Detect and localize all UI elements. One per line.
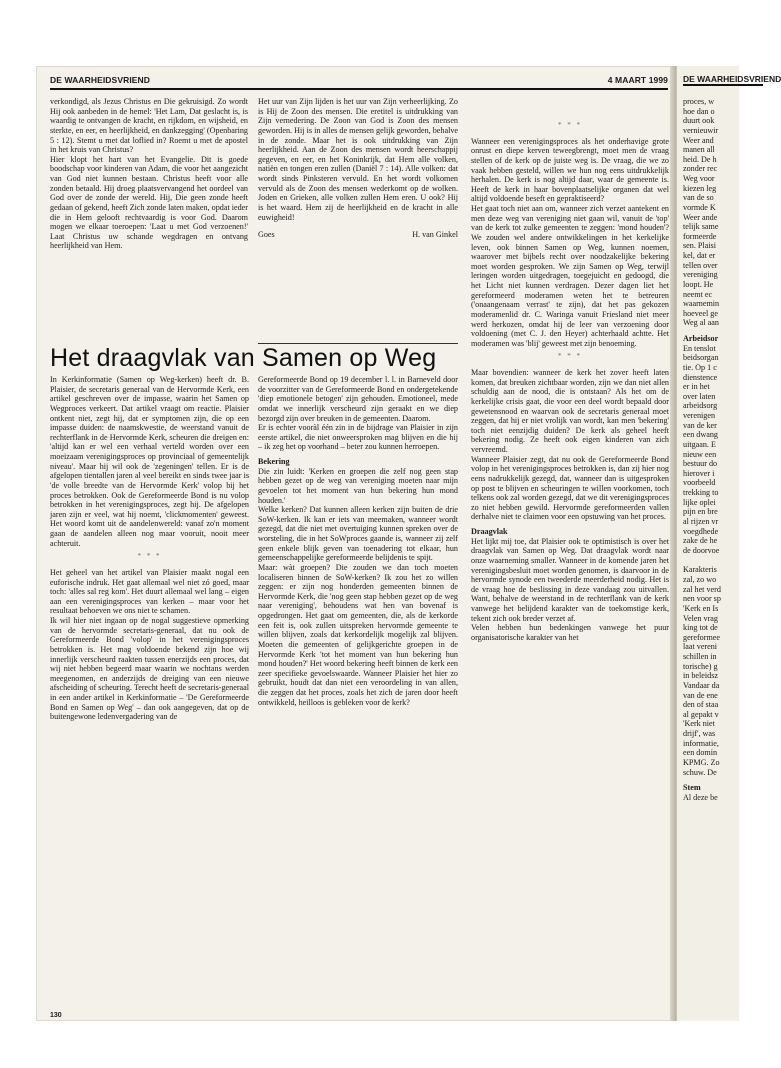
next-page-line: duurt ook xyxy=(683,116,715,126)
signature-name: H. van Ginkel xyxy=(412,230,458,240)
next-page-line: kel, dat er xyxy=(683,251,716,260)
next-page-line: Karakteris xyxy=(683,565,717,575)
next-page-lines-b xyxy=(683,344,753,556)
next-page-line: vormde K xyxy=(683,202,716,212)
next-page-line: loopt. He xyxy=(683,279,714,289)
next-page-line: al rijzen vr xyxy=(683,516,719,526)
next-page-line: zonder rec xyxy=(683,164,718,174)
section-separator-stars: * * * xyxy=(558,121,582,129)
upper-article-column-1 xyxy=(50,97,248,251)
next-page-line: hierover i xyxy=(683,468,715,478)
section-separator-stars: * * * xyxy=(137,552,162,561)
next-page-line: lijke oplei xyxy=(683,497,716,507)
next-page-line: zake de he xyxy=(683,536,718,546)
next-page-line: de doorvoe xyxy=(683,545,720,555)
next-page-line: den of staa xyxy=(683,700,719,710)
page-header xyxy=(50,74,668,90)
next-page-line: dienstence xyxy=(683,372,718,382)
next-page-line: een dwang xyxy=(683,430,718,440)
next-page-line: bestuur do xyxy=(683,459,718,469)
next-page-line: informatie, xyxy=(683,738,719,748)
next-page-line: uitgaan. E xyxy=(683,439,716,449)
next-page-line: drijf', was xyxy=(683,729,716,738)
next-page-line: van de so xyxy=(683,193,714,203)
paragraph: Wanneer Plaisier zegt, dat nu ook de Gereformeerde Bond volop in het verenigingsproces betrokken is, dan zij hier nog eens nadrukkelijk gezegd, dat, wanneer dan is uitgesproken op post te blijven en scheuringen te willen voorkomen, toch telkens ook zal worden gezegd, dat we dit verenigingsproces zo niet hebben gewild. Hervormde gereformeerden vallen derhalve niet te claimen voor een opstuwing van het proces. xyxy=(471,454,669,522)
paragraph: Het uur van Zijn lijden is het uur van Zijn verheerlijking. Zo is Hij de Zoon des mensen. Die eretitel is uitdrukking van Zijn vernedering. De Zoon van God is Zoon des mensen geworden. Hij is in alles de mensen gelijk geworden, behalve in de zonde. Maar het is ook uitdrukking van Zijn heerlijkheid. Aan de Zoon des mensen wordt heerschappij gegeven, en eer, en het Koninkrijk, dat Hem alle volken, natiën en tongen eren zullen (Daniël 7 : 14). Alle volken: dat wordt sinds Pinksteren vervuld. En het wordt volkomen vervuld als de Zoon des mensen wederkomt op de wolken. Joden en Grieken, alle volken zullen Hem eren. U ook? Hij is het waard. Hem zij de heerlijkheid en de kracht in alle euwigheid! xyxy=(258,97,458,222)
upper-article-column-2 xyxy=(258,97,458,240)
next-page-line: beidsorgan xyxy=(683,353,719,363)
paragraph: Wanneer een verenigingsproces als het onderhavige grote onrust en diepe kerven teweegbrengt, moet men de vraag stellen of de kerk op de juiste weg is. De vraag, die we zo vaak hebben gesteld, willen we hun nog eens uitdrukkelijk herhalen. De kerk is nog altijd daar, waar de gemeente is. Heeft de kerk in haar bovenplaatselijke organen dat wel altijd voldoende beseft en gepraktiseerd? xyxy=(471,136,669,204)
section-separator-stars: * * * xyxy=(558,352,582,361)
next-page-line: in beleidsz xyxy=(683,671,718,681)
next-page-line: voegdhede xyxy=(683,526,719,536)
next-page-line: over laten xyxy=(683,391,716,401)
next-page-line: nieuw een xyxy=(683,449,717,459)
next-page-line: king tot de xyxy=(683,623,718,633)
next-page-line: verenigen xyxy=(683,411,716,420)
next-page-line: tellen over xyxy=(683,260,718,270)
next-page-line: pijn en bre xyxy=(683,507,718,517)
paragraph: Maar: wàt groepen? Die zouden we dan toch moeten localiseren binnen de SoW-kerken? Ik zou het zo willen zeggen: er zijn nog honderden gemeenten binnen de Hervormde Kerk, die 'nog geen stap hebben gezet op de weg naar vereniging', behoudens wat hen van bovenaf is opgedrongen. Het gaat om gemeenten, die, als de kerkorde een feit is, ook zullen uitspreken hervormde gemeente te willen blijven, zoals dat kerkordelijk mogelijk zal blijven. Moeten die gemeenten of gelijkgerichte groepen in de Hervormde Kerk 'tot het moment van hun bekering hun mond houden?' Het woord bekering heeft binnen de kerk een zeer specifieke gevoelswaarde. Wanneer Plaisier het hier zo gebruikt, houdt dat dan niet een veroordeling in van allen, die zeggen dat het proces, zoals het zich de jaren door heeft ontwikkeld, heilloos is gebleken voor de kerk? xyxy=(258,562,458,707)
next-page-lines-c xyxy=(683,565,753,777)
next-page-subheading-2: Stem xyxy=(683,783,701,793)
next-page-line: zal, zo wo xyxy=(683,575,717,584)
paragraph: Maar bovendien: wanneer de kerk het zover heeft laten komen, dat breuken zichtbaar worden, zijn we dan niet allen schuldig aan de nood, die is ontstaan? Als het om de kerkelijke crisis gaat, die voor een deel wordt bepaald door gewetensnood en waarvan ook de secretaris generaal moet zeggen, dat hij er niet vrolijk van wordt, kan men 'bekering' toch niet eenzijdig duiden? De kerk als geheel heeft bekering nodig. Ze heeft ook eigen kinderen van zich vervreemd. xyxy=(471,368,669,454)
paragraph: Hier klopt het hart van het Evangelie. Dit is goede boodschap voor kinderen van Adam, die voor het aangezicht van God niet kunnen bestaan. Christus heeft voor alle zonden betaald. Hij droeg plaatsvervangend het oordeel van God over de zonde der wereld. Hij, Die geen zonde heeft gedaan of gekend, heeft Zich zonde laten maken, opdat ieder die in Hem gelooft rechtvaardig is voor God. Daarom mogen we elkaar toeroepen: 'Laat u met God verzoenen!' Laat Christus uw schande wegdragen en ontvang heerlijkheid van Hem. xyxy=(50,154,248,251)
next-page-header: DE WAARHEIDSVRIEND xyxy=(683,74,781,84)
next-page-line: een domin xyxy=(683,748,718,758)
next-page-line: zal het verd xyxy=(683,584,721,594)
issue-date: 4 MAART 1999 xyxy=(607,75,668,85)
paragraph: Ik wil hier niet ingaan op de nogal suggestieve opmerking van de hervormde secretaris-generaal, dat nu ook de Gereformeerde Bond 'volop' in het verenigingsproces betrokken is. Het mag voldoende bekend zijn hoe wij innerlijk verscheurd raakten tussen enerzijds een proces, dat wij niet hebben begeerd maar waarin we nochtans werden meegenomen, en anderzijds de dreiging van een nieuwe afscheiding of scheuring. Terecht heeft de secretaris-generaal in een ander artikel in Kerkinformatie – 'De Gereformeerde Bond en Samen op Weg' – dan ook aangegeven, dat op de buitengewone ledenvergadering van de xyxy=(50,616,249,722)
next-page-line: nen voor sp xyxy=(683,594,721,604)
next-page-line: er in het xyxy=(683,382,710,392)
next-page-line: En tenslot xyxy=(683,343,716,353)
next-page-line: torische) g xyxy=(683,661,718,671)
next-page-line: manen all xyxy=(683,145,715,155)
next-page-line: Al deze be xyxy=(683,792,718,802)
paragraph: Er is echter vooràl één zin in de bijdrage van Plaisier in zijn eerste artikel, die niet onweersproken mag blijven en die hij – ik zeg het op voorhand – beter zou kunnen herroepen. xyxy=(258,423,458,452)
next-page-line: voorbeeld xyxy=(683,478,716,488)
paragraph: Welke kerken? Dat kunnen alleen kerken zijn buiten de drie SoW-kerken. Ik kan er iets van meemaken, wanneer wordt gezegd, dat die niet met overtuiging kunnen spreken over de worsteling, die in het SoWproces gaande is, wanneer zij zelf geen enkele blijk geven van toenadering tot elkaar, hun gemeenschappelijke gereformeerde belijdenis te spijt. xyxy=(258,505,458,563)
paragraph: Velen hebben hun bedenkingen vanwege het puur organisatorische karakter van het xyxy=(471,623,669,642)
article-column-2 xyxy=(258,375,458,707)
next-page-line: tie. Op 1 c xyxy=(683,362,717,372)
next-page-lines-d xyxy=(683,793,753,803)
next-page-line: gereformee xyxy=(683,632,720,642)
subheading-draagvlak: Draagvlak xyxy=(471,527,508,536)
article-column-3 xyxy=(471,117,669,643)
next-page-line: Weg voor xyxy=(683,174,715,183)
paragraph: Gereformeerde Bond op 19 december l. l. in Barneveld door de voorzitter van de Gereformeerde Bond en ondergetekende 'diep emotionele betogen' zijn gehouden. Emotioneel, mede omdat we innerlijk verscheurd zijn geraakt en we diep bezorgd zijn over breuken in de gemeenten. Daarom. xyxy=(258,375,458,423)
next-page-line: van de ker xyxy=(683,420,717,430)
next-page-line: Velen vrag xyxy=(683,613,718,623)
next-page-line: arbeidsorg xyxy=(683,401,718,411)
signature-place: Goes xyxy=(258,230,275,240)
paragraph: verkondigd, als Jezus Christus en Die gekruisigd. Zo wordt Hij ook aanbeden in de hemel: 'Het Lam, Dat geslacht is, is waardig te ontvangen de kracht, en rijkdom, en wijsheid, en sterkte, en eer, en heerlijkheid, en dankzegging' (Openbaring 5 : 12). Stemt u met dat loflied in? Roemt u met de apostel in het kruis van Christus? xyxy=(50,97,248,155)
next-page-line: schillen in xyxy=(683,652,717,661)
next-page-line: van de ene xyxy=(683,690,718,700)
next-page-line: telijk same xyxy=(683,222,719,232)
next-page-line: hoe dan o xyxy=(683,106,715,116)
paragraph: Het gaat toch niet aan om, wanneer zich verzet aantekent en men deze weg van vereniging niet gaan wil, vanuit de 'top' van de kerk tot zulke gemeenten te zeggen: 'mond houden'? We zouden wel andere ontwikkelingen in het kerkelijke leven, ook binnen Samen op Weg, kunnen noemen, waarover met bijbels recht over noodzakelijke bekering moet worden gesproken. We zijn Samen op Weg, terwijl leringen worden uitgedragen, toegejuicht en gedoogd, die het Licht niet kunnen verdragen. Dezer dagen liet het gereformeerd moderamen weten het te betreuren ('onaangenaam verrast' te zijn), dat het pas gekozen moderamenlid dr. C. Waringa vanuit Friesland niet meer werd herkozen, omdat hij de leer van verzoening door voldoening (met C. J. den Heyer) achterhaald achtte. Het moderamen was 'blij' geweest met zijn benoeming. xyxy=(471,204,669,348)
next-page-line: 'Kerk en Is xyxy=(683,603,719,613)
next-page-line: al gepakt v xyxy=(683,709,719,719)
next-page-line: Weer and xyxy=(683,135,714,145)
next-page-line: heid. De h xyxy=(683,154,717,164)
article-headline: Het draagvlak van Samen op Weg xyxy=(50,344,437,372)
next-page-line: neemt ec xyxy=(683,289,713,299)
paragraph: Die zin luidt: 'Kerken en groepen die zelf nog geen stap hebben gezet op de weg van vereniging moeten naar mijn gevoelen tot het moment van hun bekering hun mond houden.' xyxy=(258,466,458,505)
next-page-line: KPMG. Zo xyxy=(683,757,720,767)
next-page-line: Weg al aan xyxy=(683,318,719,328)
next-page-column xyxy=(683,97,753,802)
publication-name: DE WAARHEIDSVRIEND xyxy=(50,75,151,85)
signature xyxy=(258,230,458,240)
next-page-line: vernieuwir xyxy=(683,125,719,135)
next-page-line: sen. Plaisi xyxy=(683,241,716,251)
subheading-bekering: Bekering xyxy=(258,457,290,466)
next-page-subheading: Arbeidsor xyxy=(683,334,719,343)
next-page-line: waarnemin xyxy=(683,299,720,309)
next-page-line: 'Kerk niet xyxy=(683,719,715,729)
next-page-line: hoeveel ge xyxy=(683,308,718,318)
next-page-edge xyxy=(676,66,781,1021)
paragraph: Het lijkt mij toe, dat Plaisier ook te optimistisch is over het draagvlak van Samen op Weg. Dat draagvlak wordt naar onze waarneming smaller. Wanneer in de komende jaren het verenigingsbesluit moet worden genomen, is daarvoor in de hervormde synode een tweederde meerderheid nodig. Het is de vraag hoe de beslissing in deze vandaag zou uitvallen. Want, behalve de weerstand in de rechterflank van de kerk vanwege het belijdend karakter van de toekomstige kerk, tekent zich ook breder verzet af. xyxy=(471,536,669,623)
next-page-line: schuw. De xyxy=(683,767,717,777)
next-page-line: proces, w xyxy=(683,97,715,106)
next-page-lines-a xyxy=(683,97,753,328)
next-page-line: laat vereni xyxy=(683,642,718,652)
next-page-line: Weer ande xyxy=(683,212,718,222)
next-page-line: formeerde xyxy=(683,231,717,241)
next-page-line: Vandaar da xyxy=(683,680,720,690)
page-number: 130 xyxy=(50,1012,62,1019)
next-page-line: kiezen leg xyxy=(683,183,717,193)
paragraph: Het geheel van het artikel van Plaisier maakt nogal een euforische indruk. Het gaat allemaal wel niet zó goed, maar toch: 'alles sal reg kom'. Het duurt allemaal wel lang – eigen aan een verenigingsproces van kerken – maar voor het resultaat behoeven we ons niet te schamen. xyxy=(50,567,249,616)
article-column-1 xyxy=(50,375,249,722)
next-page-line: trekking to xyxy=(683,488,719,497)
next-page-line: vereniging xyxy=(683,270,718,280)
paragraph: In Kerkinformatie (Samen op Weg-kerken) heeft dr. B. Plaisier, de secretaris generaal van de Hervormde Kerk, een artikel geschreven over de impasse, waarin het Samen op Wegproces verkeert. Dat artikel vraagt om reactie. Plaisier ontkent niet, zegt hij, dat er symptomen zijn, die op een impasse duiden: de naamskwestie, de weerstand vanuit de rechterflank in de Hervormde Kerk, scheuren die dreigen en: 'altijd kan er wel een verhaal verteld worden over een moeizaam verenigingsproces op provinciaal of gemeentelijk niveau'. Maar hij wil ook de 'zegeningen' tellen. Er is de afgelopen tientallen jaren al veel bereikt en sinds twee jaar is 'de volle breedte van de Hervormde Kerk' volop bij het proces betrokken. Ook de Gereformeerde Bond is nu volop betrokken in het verenigingsproces, zegt hij. De afgelopen jaren zijn er veel, wat hij noemt, 'clickmomenten' geweest. Het woord komt uit de aandelenwereld: vanaf zo'n moment gaan de aandelen alleen nog maar vooruit, nooit meer achteruit. xyxy=(50,375,249,548)
